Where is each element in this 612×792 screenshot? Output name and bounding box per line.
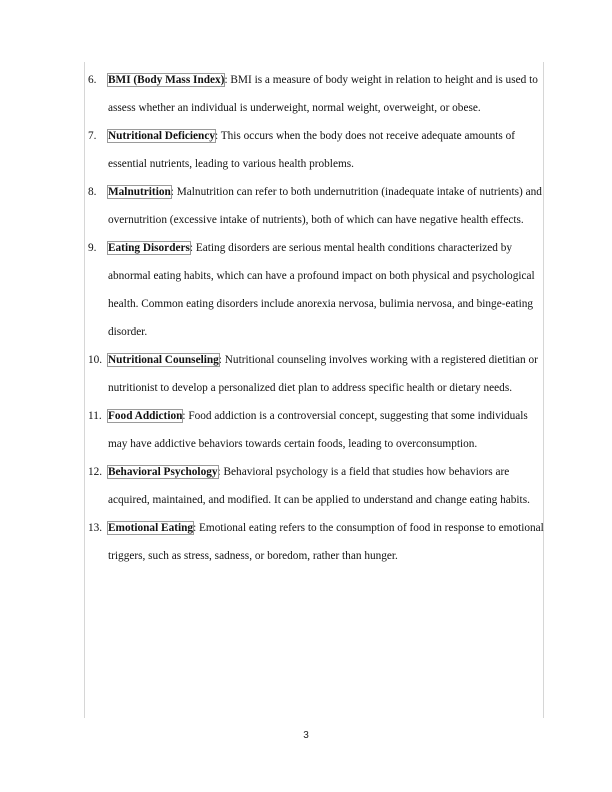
item-number: 9. [88,242,97,254]
item-number: 11. [88,410,102,422]
item-number: 6. [88,74,97,86]
item-text: : Emotional eating refers to the consumption of food in response to emotional triggers, such as stress, sadness, or boredom, rather than hunger. [108,522,544,562]
list-item [86,66,544,122]
item-text: : Nutritional counseling involves working with a registered dietitian or nutritionist to develop a personalized diet plan to address specific health or dietary needs. [108,354,538,394]
list-item [86,122,544,178]
item-number: 12. [88,466,103,478]
list-item [86,458,544,514]
item-number: 13. [88,522,103,534]
item-term: Nutritional Deficiency [108,130,215,142]
list-item [86,178,544,234]
item-text: : Food addiction is a controversial concept, suggesting that some individuals may have addictive behaviors towards certain foods, leading to overconsumption. [108,410,528,450]
item-term: Malnutrition [108,186,171,198]
item-term: Eating Disorders [108,242,190,254]
item-text: : Eating disorders are serious mental health conditions characterized by abnormal eating habits, which can have a profound impact on both physical and psychological health. Common eating disorders include anorexia nervosa, bulimia nervosa, and binge-eating disorder. [108,242,535,338]
item-term: Food Addiction [108,410,183,422]
item-text: : This occurs when the body does not receive adequate amounts of essential nutrients, leading to various health problems. [108,130,515,170]
page-number: 3 [303,730,309,741]
left-margin-line [84,62,85,718]
item-number: 8. [88,186,97,198]
list-item [86,402,544,458]
glossary-list [86,66,544,570]
list-item [86,346,544,402]
list-item [86,514,544,570]
item-term: BMI (Body Mass Index) [108,74,225,86]
item-number: 10. [88,354,103,366]
item-text: : BMI is a measure of body weight in relation to height and is used to assess whether an individual is underweight, normal weight, overweight, or obese. [108,74,538,114]
item-term: Nutritional Counseling [108,354,219,366]
item-text: : Malnutrition can refer to both undernutrition (inadequate intake of nutrients) and overnutrition (excessive intake of nutrients), both of which can have negative health effects. [108,186,542,226]
item-number: 7. [88,130,97,142]
item-term: Behavioral Psychology [108,466,218,478]
list-item [86,234,544,346]
item-term: Emotional Eating [108,522,194,534]
item-text: : Behavioral psychology is a field that studies how behaviors are acquired, maintained, and modified. It can be applied to understand and change eating habits. [108,466,530,506]
